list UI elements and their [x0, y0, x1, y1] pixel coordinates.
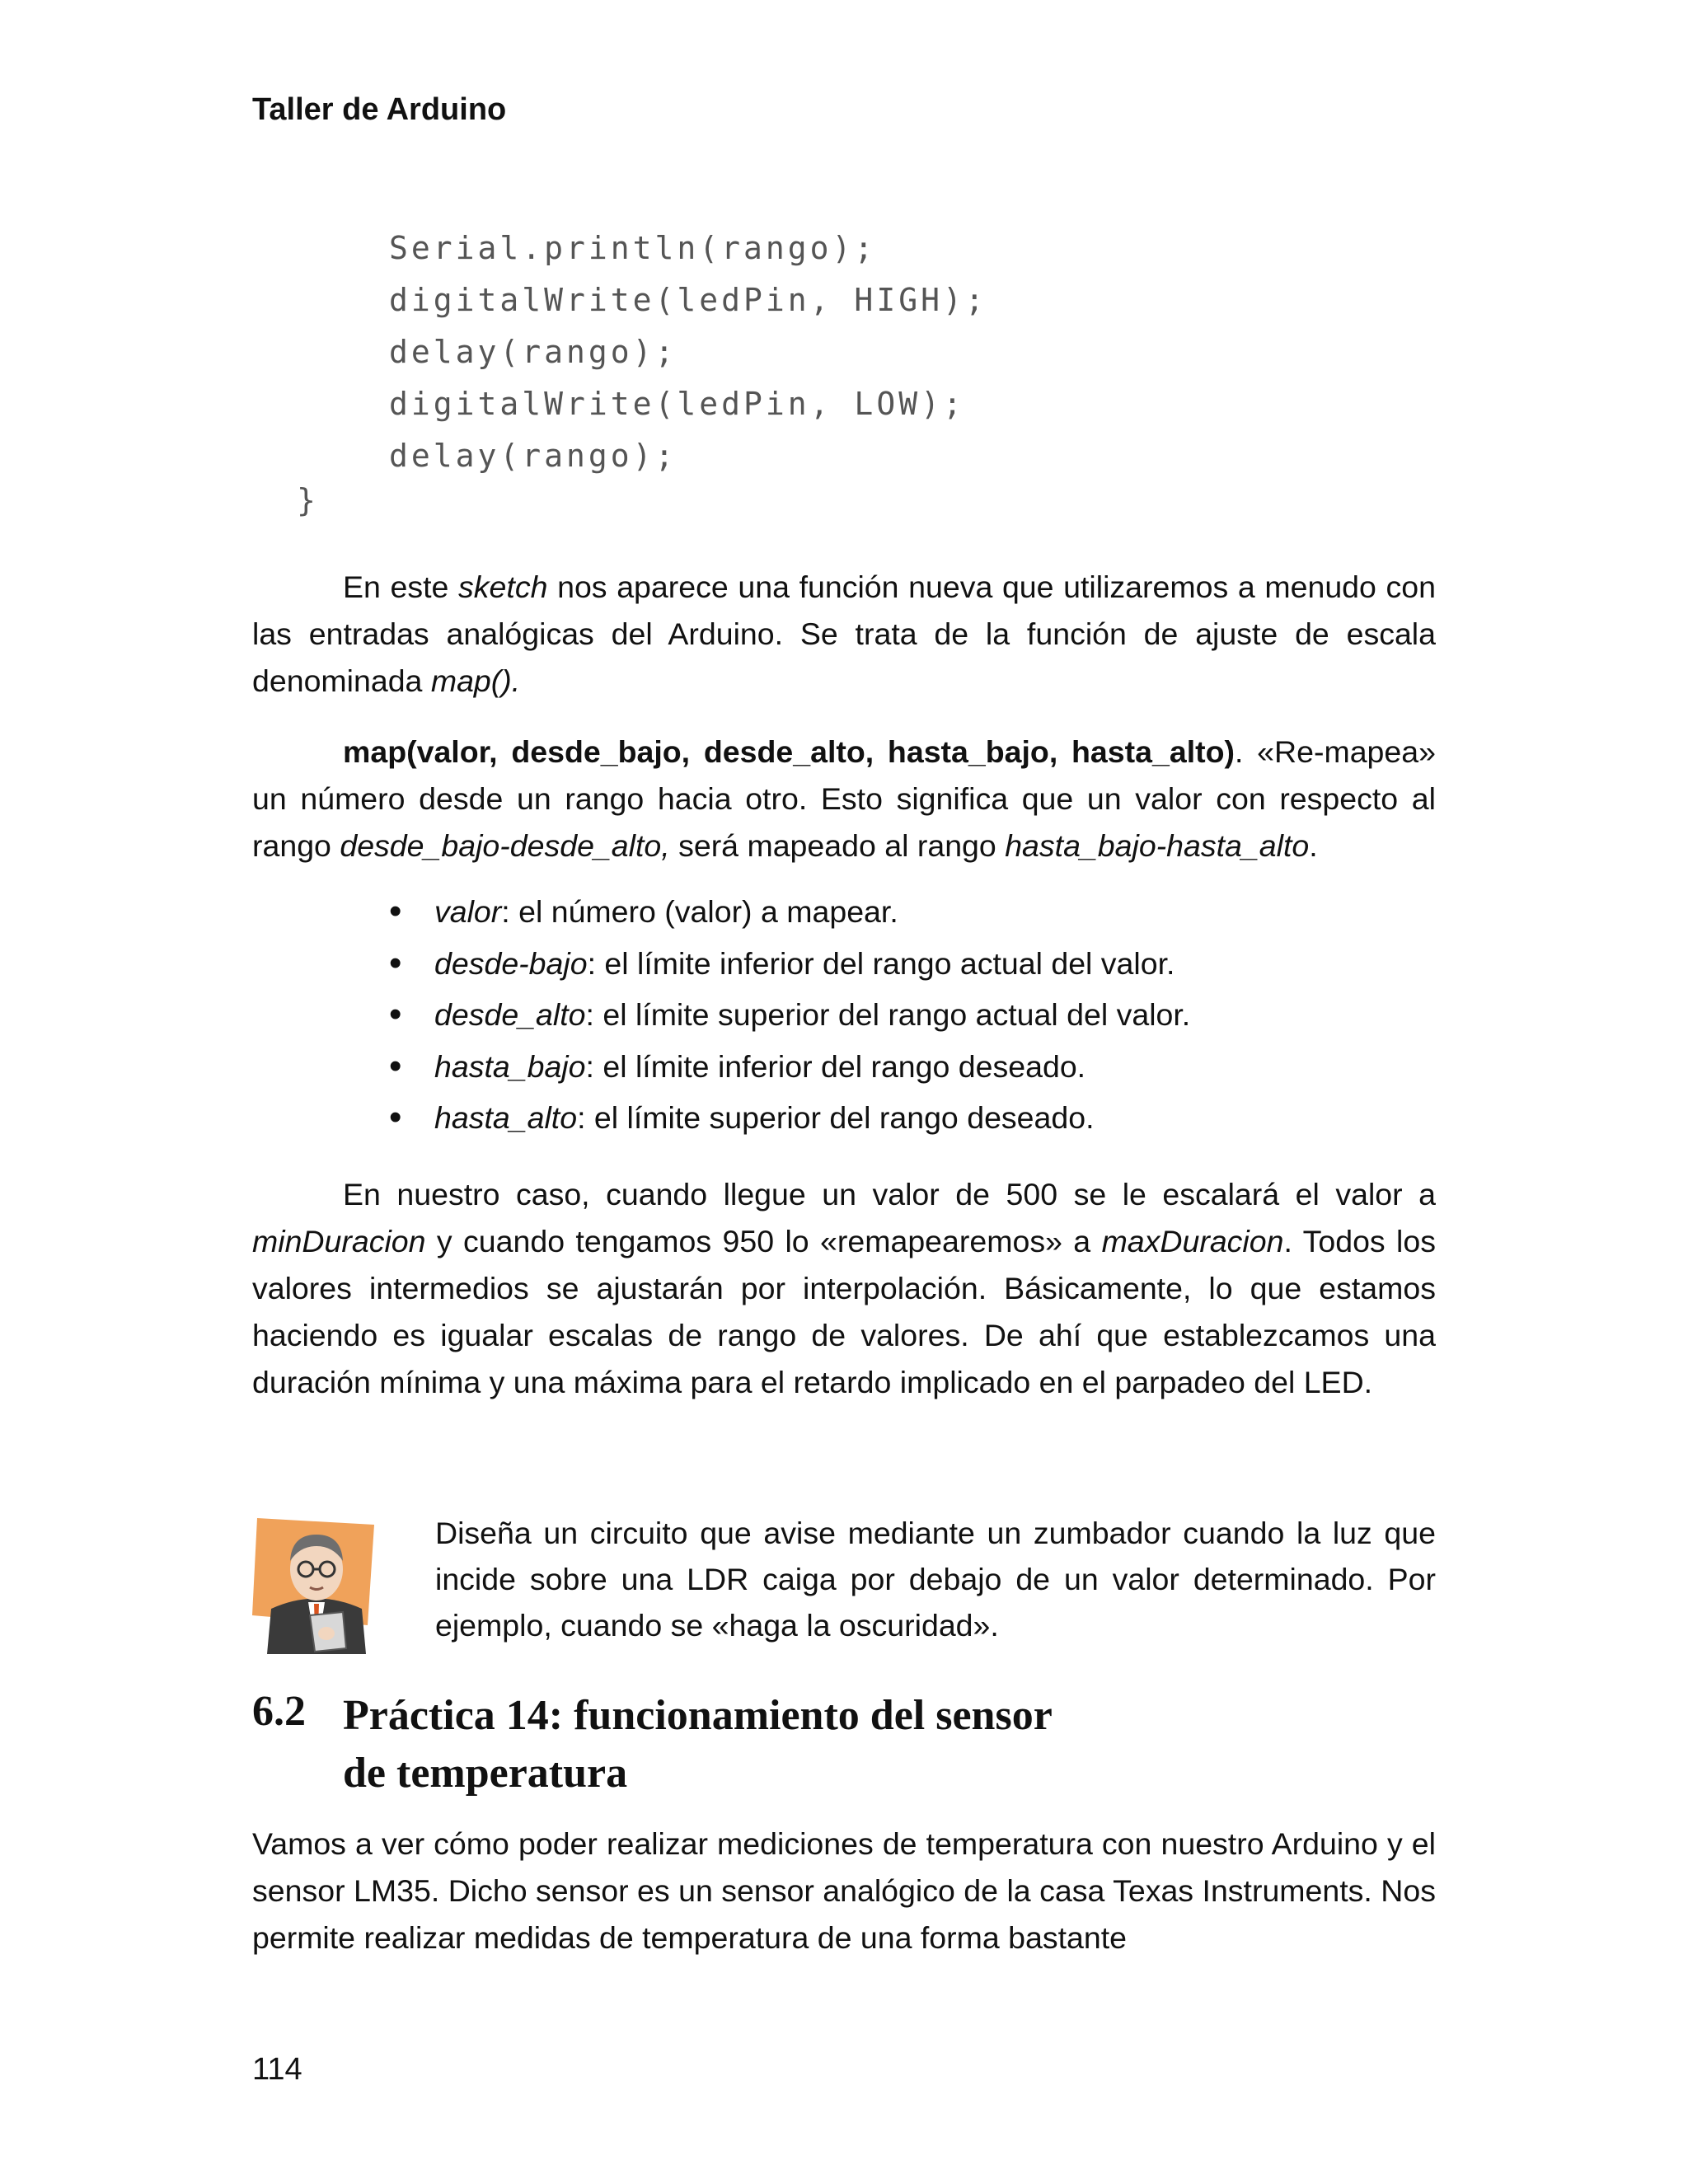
page-number: 114 [252, 2052, 302, 2087]
list-item: • desde-bajo: el límite inferior del rango actual del valor. [389, 938, 1190, 990]
code-block [389, 223, 987, 482]
list-item: • hasta_bajo: el límite inferior del rango deseado. [389, 1041, 1190, 1093]
section-title: Práctica 14: funcionamiento del sensor de temperatura [343, 1692, 1053, 1797]
code-line: Serial.println(rango); [389, 230, 877, 266]
list-item: • desde_alto: el límite superior del rango actual del valor. [389, 989, 1190, 1041]
section-number: 6.2 [252, 1688, 306, 1735]
code-line: digitalWrite(ledPin, HIGH); [389, 282, 987, 318]
running-header: Taller de Arduino [252, 92, 507, 127]
intro-paragraph: En este sketch nos aparece una función nueva que utilizaremos a menudo con las entradas analógicas del Arduino. Se trata de la función de ajuste de escala denominada map(). [252, 569, 1436, 698]
code-line: digitalWrite(ledPin, LOW); [389, 386, 965, 422]
code-line: delay(rango); [389, 334, 678, 370]
code-closing-brace: } [297, 482, 316, 518]
code-line: delay(rango); [389, 438, 678, 474]
list-item: • valor: el número (valor) a mapear. [389, 886, 1190, 938]
map-definition-paragraph: map(valor, desde_bajo, desde_alto, hasta_bajo, hasta_alto). «Re-mapea» un número desde un rango hacia otro. Esto significa que un valor con respecto al rango desde_bajo-desde_alto, será mapeado al rango hasta_bajo-hasta_alto. [252, 734, 1436, 863]
teacher-icon [251, 1510, 382, 1654]
exercise-text: Diseña un circuito que avise mediante un zumbador cuando la luz que incide sobre una LDR caiga por debajo de un valor determinado. Por ejemplo, cuando se «haga la oscuridad». [435, 1516, 1436, 1643]
map-signature: map(valor, desde_bajo, desde_alto, hasta_bajo, hasta_alto) [343, 734, 1235, 769]
list-item: • hasta_alto: el límite superior del rango deseado. [389, 1092, 1190, 1144]
example-paragraph: En nuestro caso, cuando llegue un valor de 500 se le escalará el valor a minDuracion y cuando tengamos 950 lo «remapearemos» a maxDuracion. Todos los valores intermedios se ajustarán por interpolación. Básicamente, lo que estamos haciendo es igualar escalas de rango de valores. De ahí que establezcamos una duración mínima y una máxima para el retardo implicado en el parpadeo del LED. [252, 1177, 1436, 1399]
parameter-list [389, 886, 1190, 1144]
section-body-paragraph: Vamos a ver cómo poder realizar mediciones de temperatura con nuestro Arduino y el sensor LM35. Dicho sensor es un sensor analógico de la casa Texas Instruments. Nos permite realizar medidas de temperatura de una forma bastante [252, 1826, 1436, 1955]
